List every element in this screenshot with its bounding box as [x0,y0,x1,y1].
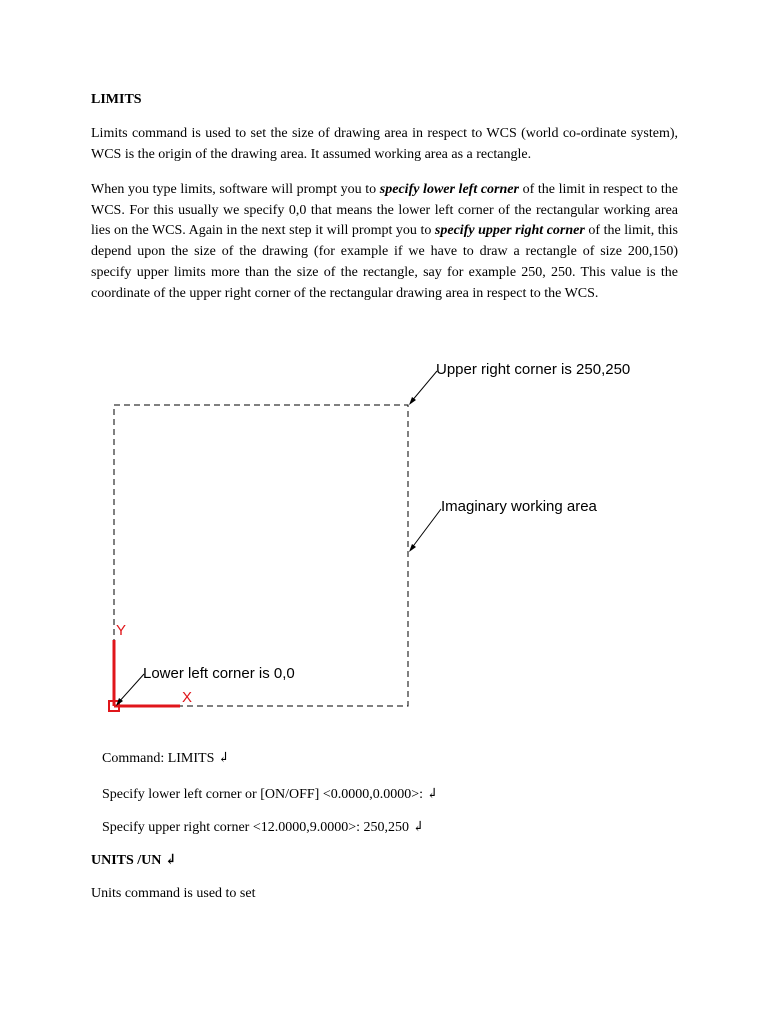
emphasis-upper-right-corner: specify upper right corner [434,223,585,239]
limits-diagram [0,340,768,730]
lower-left-corner-label: Lower left corner is 0,0 [143,665,295,682]
command-line-upper-right: Specify upper right corner <12.0000,9.0000>: 250,250 ↲ [102,820,425,835]
y-axis-label: Y [116,622,127,639]
paragraph-2-text-2: of the limit in respect to the WCS. For this usually we specify 0,0 that means the lower left corner of the rectangular working area lies on the WCS. Again in the next step it will prompt you to [91,182,679,239]
upper-right-leader-line [411,371,437,402]
limits-paragraph-1: Limits command is used to set the size of drawing area in respect to WCS (world co-ordinate system), WCS is the origin of the drawing area. It assumed working area as a rectangle. [91,126,678,162]
upper-right-corner-label: Upper right corner is 250,250 [436,361,631,378]
units-heading: UNITS /UN ↲ [91,853,177,868]
emphasis-lower-left-corner: specify lower left corner [379,182,519,197]
working-area-rectangle [114,405,408,706]
working-area-leader-arrow [409,544,416,552]
upper-right-leader-arrow [409,397,416,405]
working-area-leader-line [411,509,441,549]
paragraph-2-text-1: When you type limits, software will prompt you to [91,182,380,197]
command-line-limits: Command: LIMITS ↲ [102,751,230,766]
working-area-label: Imaginary working area [441,498,597,515]
paragraph-2-text-3: of the limit, this depend upon the size of the drawing (for example if we have to draw a rectangle of size 200,150) specify upper limits more than the size of the rectangle, say for example 250, 250. This value is the coordinate of the upper right corner of the rectangular drawing area in respect to the WCS. [91,223,678,301]
units-paragraph: Units command is used to set [91,886,256,901]
command-line-lower-left: Specify lower left corner or [ON/OFF] <0.0000,0.0000>: ↲ [102,787,439,802]
limits-heading: LIMITS [91,92,142,107]
limits-paragraph-2 [91,180,678,304]
lower-left-leader-line [118,674,144,703]
x-axis-label: X [182,689,193,706]
